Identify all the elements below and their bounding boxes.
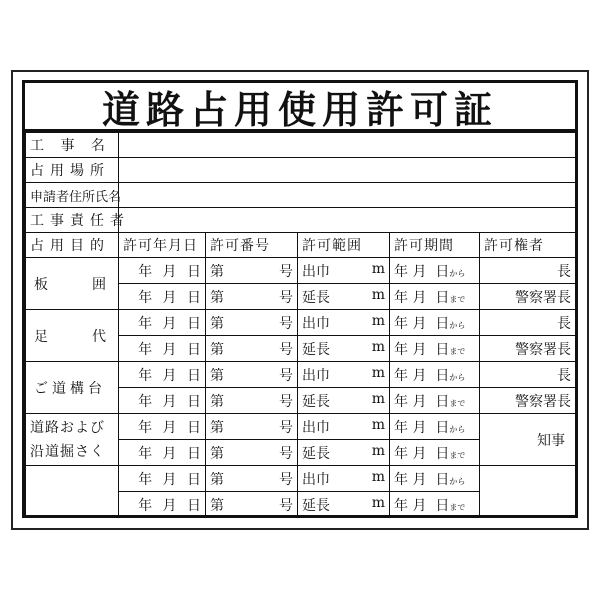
field-applicant bbox=[119, 183, 576, 208]
header-authority: 許可権者 bbox=[480, 233, 576, 258]
period-cell: 年 月 日から bbox=[390, 414, 480, 440]
number-cell: 第 号 bbox=[206, 466, 298, 492]
authority-cell: 警察署長 bbox=[480, 336, 576, 362]
period-cell: 年 月 日から bbox=[390, 310, 480, 336]
category-gantry: ご道構台 bbox=[26, 362, 119, 414]
date-cell: 年 月 日 bbox=[119, 492, 206, 518]
period-cell: 年 月 日まで bbox=[390, 492, 480, 518]
range-cell: 出巾 m bbox=[298, 466, 390, 492]
table-row bbox=[26, 258, 576, 284]
range-cell: 延長 m bbox=[298, 492, 390, 518]
label-applicant: 申請者住所氏名 bbox=[26, 183, 119, 208]
permit-table bbox=[25, 132, 576, 518]
info-row-supervisor bbox=[26, 208, 576, 233]
authority-cell-blank bbox=[480, 466, 576, 518]
header-row bbox=[26, 233, 576, 258]
period-cell: 年 月 日まで bbox=[390, 284, 480, 310]
date-cell: 年 月 日 bbox=[119, 310, 206, 336]
date-cell: 年 月 日 bbox=[119, 388, 206, 414]
date-cell: 年 月 日 bbox=[119, 466, 206, 492]
date-cell: 年 月 日 bbox=[119, 440, 206, 466]
authority-cell: 警察署長 bbox=[480, 284, 576, 310]
info-row-work-name bbox=[26, 133, 576, 158]
label-supervisor: 工事責任者 bbox=[26, 208, 119, 233]
field-supervisor bbox=[119, 208, 576, 233]
period-cell: 年 月 日から bbox=[390, 362, 480, 388]
table-row bbox=[26, 466, 576, 492]
page-title: 道路占用使用許可証 bbox=[25, 83, 575, 132]
range-cell: 出巾 m bbox=[298, 258, 390, 284]
table-row bbox=[26, 414, 576, 440]
number-cell: 第 号 bbox=[206, 336, 298, 362]
info-row-location bbox=[26, 158, 576, 183]
label-location: 占用場所 bbox=[26, 158, 119, 183]
header-period: 許可期間 bbox=[390, 233, 480, 258]
authority-cell: 長 bbox=[480, 258, 576, 284]
range-cell: 出巾 m bbox=[298, 362, 390, 388]
header-range: 許可範囲 bbox=[298, 233, 390, 258]
field-work-name bbox=[119, 133, 576, 158]
authority-cell: 警察署長 bbox=[480, 388, 576, 414]
range-cell: 出巾 m bbox=[298, 310, 390, 336]
label-work-name: 工 事 名 bbox=[26, 133, 119, 158]
range-cell: 延長 m bbox=[298, 284, 390, 310]
field-location bbox=[119, 158, 576, 183]
period-cell: 年 月 日まで bbox=[390, 336, 480, 362]
date-cell: 年 月 日 bbox=[119, 336, 206, 362]
header-number: 許可番号 bbox=[206, 233, 298, 258]
number-cell: 第 号 bbox=[206, 388, 298, 414]
range-cell: 延長 m bbox=[298, 336, 390, 362]
number-cell: 第 号 bbox=[206, 440, 298, 466]
category-blank bbox=[26, 466, 119, 518]
number-cell: 第 号 bbox=[206, 310, 298, 336]
authority-cell: 長 bbox=[480, 310, 576, 336]
number-cell: 第 号 bbox=[206, 362, 298, 388]
category-hoarding: 板 囲 bbox=[26, 258, 119, 310]
category-excavation: 道路および 沿道掘さく bbox=[26, 414, 119, 466]
number-cell: 第 号 bbox=[206, 258, 298, 284]
period-cell: 年 月 日まで bbox=[390, 388, 480, 414]
range-cell: 延長 m bbox=[298, 440, 390, 466]
range-cell: 出巾 m bbox=[298, 414, 390, 440]
table-row bbox=[26, 362, 576, 388]
category-scaffold: 足 代 bbox=[26, 310, 119, 362]
header-purpose: 占用目的 bbox=[26, 233, 119, 258]
range-cell: 延長 m bbox=[298, 388, 390, 414]
number-cell: 第 号 bbox=[206, 284, 298, 310]
authority-cell: 長 bbox=[480, 362, 576, 388]
number-cell: 第 号 bbox=[206, 414, 298, 440]
header-date: 許可年月日 bbox=[119, 233, 206, 258]
authority-cell-governor: 知事 bbox=[480, 414, 576, 466]
date-cell: 年 月 日 bbox=[119, 284, 206, 310]
period-cell: 年 月 日から bbox=[390, 466, 480, 492]
date-cell: 年 月 日 bbox=[119, 414, 206, 440]
period-cell: 年 月 日から bbox=[390, 258, 480, 284]
info-row-applicant bbox=[26, 183, 576, 208]
date-cell: 年 月 日 bbox=[119, 362, 206, 388]
period-cell: 年 月 日まで bbox=[390, 440, 480, 466]
number-cell: 第 号 bbox=[206, 492, 298, 518]
date-cell: 年 月 日 bbox=[119, 258, 206, 284]
table-row bbox=[26, 310, 576, 336]
